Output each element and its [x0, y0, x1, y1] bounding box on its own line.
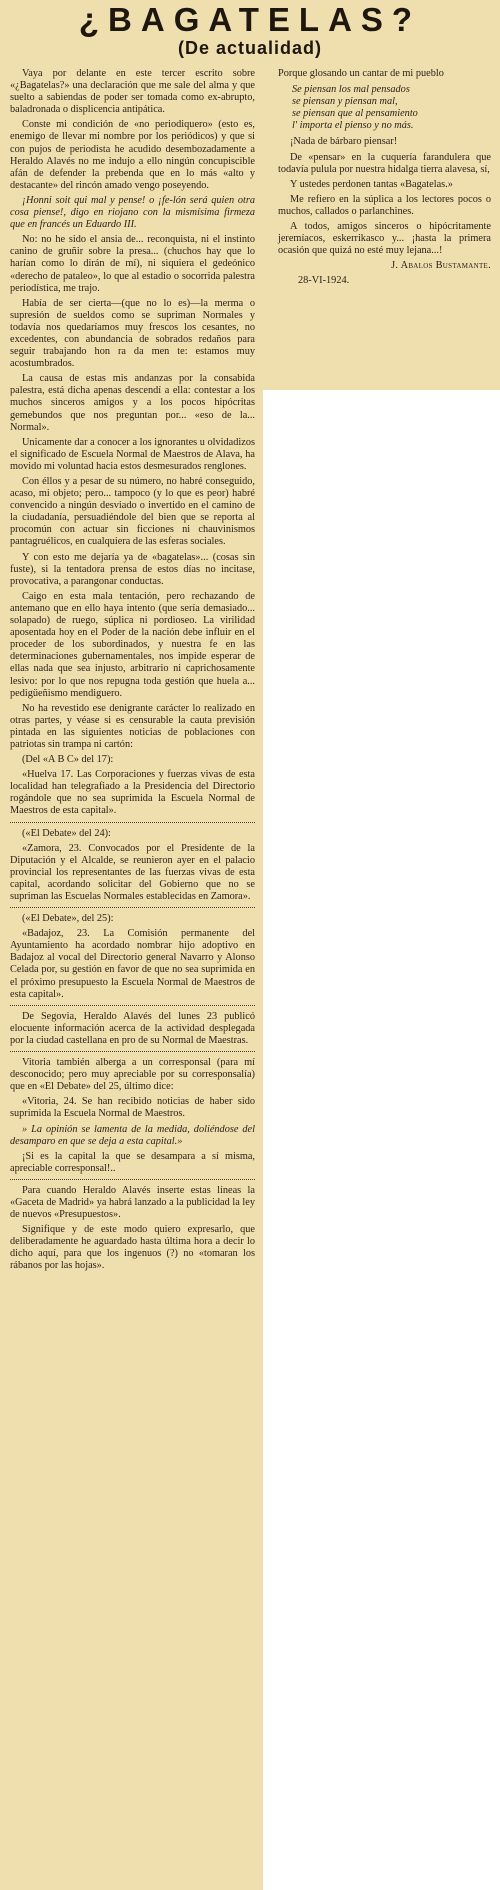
dotted-separator	[10, 1179, 255, 1180]
paragraph: Y con esto me dejaría ya de «bagatelas»... (cosas sin fuste), si la tentadora prensa de estos días no incitase, provocativa, a parangonar conductas.	[10, 551, 255, 587]
paragraph: Y ustedes perdonen tantas «Bagatelas.»	[290, 178, 453, 190]
dotted-separator	[10, 1051, 255, 1052]
paragraph: Signifique y de este modo quiero expresarlo, que deliberadamente he aguardado hasta última hora a decir lo dicho aquí, para que los ingenuos (?) no «tomaran los rábanos por las hojas».	[10, 1224, 255, 1272]
article-subtitle: (De actualidad)	[177, 38, 323, 58]
source-line: («El Debate» del 24):	[22, 827, 111, 839]
paragraph: Para cuando Heraldo Alavés inserte estas líneas la «Gaceta de Madrid» ya habrá lanzado a la publicidad la ley de nuevos «Presupuestos».	[10, 1184, 255, 1221]
dotted-separator	[10, 1005, 255, 1006]
article-date: 28-VI-1924.	[298, 275, 350, 287]
article-header	[0, 2, 500, 58]
paragraph: ¡Si es la capital la que se desampara a sí misma, apreciable corresponsal!..	[10, 1150, 255, 1174]
dotted-separator	[10, 907, 255, 908]
news-quote: «Huelva 17. Las Corporaciones y fuerzas vivas de esta localidad han telegrafiado a la Presidencia del Directorio rogándole que no sea suprimida la Escuela Normal de Maestros de esta capital».	[10, 769, 255, 817]
verse-line: Se piensan los mal pensados	[292, 84, 410, 96]
paragraph: Con éllos y a pesar de su número, no habré conseguido, acaso, mi objeto; pero... tampoco (y lo que es peor) habré convencido a ningún desviado o invertido en el camino de la ciudadanía, persuadiéndole del bien que se reporta al procomún con actuar sin ficciones ni chauvinismos pantagruélicos, en cualquiera de las esferas sociales.	[10, 476, 255, 548]
paragraph: Conste mi condición de «no periodiquero» (esto es, enemigo de llevar mi nombre por los periódicos) y que si con pujos de periodista he acudido desembozadamente a Heraldo Alavés no me indujo a ello ningún concupiscible afán de defender la prebenda que en lo más «alto y destacante» del rincón amado vengo poseyendo.	[10, 119, 255, 191]
news-quote: » La opinión se lamenta de la medida, doliéndose del desamparo en que se deja a esta capital.»	[10, 1123, 255, 1147]
source-line: («El Debate», del 25):	[22, 913, 114, 925]
paragraph: No: no he sido el ansia de... reconquista, ni el instinto canino de gruñir sobre la presa... (chuchos hay que lo harían como lo dirán de mí), ni siquiera el gedeónico «derecho de pataleo», lo que al estadio o socorrida palestra periodística, me trajo.	[10, 234, 255, 294]
paragraph: Vitoria también alberga a un corresponsal (para mí desconocido; pero muy apreciable por su corresponsalía) que en «El Debate» del 25, último dice:	[10, 1057, 255, 1093]
paragraph: De Segovia, Heraldo Alavés del lunes 23 publicó elocuente información acerca de la actividad desplegada por la ciudad castellana en pro de su Normal de Maestras.	[10, 1010, 255, 1046]
paragraph: Porque glosando un cantar de mi pueblo	[278, 68, 444, 79]
paragraph: No ha revestido ese denigrante carácter lo realizado en otras partes, y véase si es censurable la cauta previsión pintada en las siguientes noticias de poblaciones con patriotas sin trampa ni cartón:	[10, 702, 255, 750]
paragraph: Había de ser cierta—(que no lo es)—la merma o supresión de sueldos como se supriman Normales y todavía nos quedaríamos muy frescos los cesantes, no excedentes, con abundancia de sobrados redaños para seguir trabajando hon ra da men te: estamos muy acostumbrados.	[10, 297, 255, 370]
paragraph: Caigo en esta mala tentación, pero rechazando de antemano que en ello haya intento (que sería demasiado... solapado) de ruego, súplica ni pordioseo. La virilidad aposentada hoy en el Poder de la nación debe influir en el proceder de los subordinados, y nuestra fe en las determinaciones gubernamentales, nos impide esperar de ellas nada que sea injusto, arbitrario ni caprichosamente lesivo: por lo que nos repugna toda gestión que huela a... pedigüeñismo mendiguero.	[10, 590, 255, 699]
paragraph: A todos, amigos sinceros o hipócritamente jeremíacos, eskerrikasco y... ¡hasta la primera ocasión que quizá no esté muy lejana...!	[278, 221, 491, 257]
verse-line: l' importa el pienso y no más.	[292, 120, 414, 132]
verse-line: se piensan que al pensamiento	[292, 108, 418, 120]
news-quote: «Vitoria, 24. Se han recibido noticias de haber sido suprimida la Escuela Normal de Maestros.	[10, 1096, 255, 1120]
source-line: (Del «A B C» del 17):	[22, 754, 114, 766]
dotted-separator	[10, 822, 255, 823]
paragraph: De «pensar» en la cuquería farandulera que todavía pulula por nuestra hidalga tierra alavesa, sí,	[278, 151, 491, 175]
signature: J. Abalos Bustamante.	[391, 260, 491, 272]
paragraph: Vaya por delante en este tercer escrito sobre «¿Bagatelas?» una declaración que me sale del alma y que suelto a sabiendas de poder ser tomada como ex-abrupto, baladronada o displicencia antipática.	[10, 68, 255, 116]
news-quote: «Badajoz, 23. La Comisión permanente del Ayuntamiento ha acordado nombrar hijo adoptivo en Badajoz al vocal del Directorio general Navarro y Alonso Celada por, su gestión en favor de que no sea suprimida en el próximo presupuesto la Escuela Normal de Maestros de esta capital».	[10, 928, 255, 1000]
paragraph: ¡Honni soit qui mal y pense! o ¡fe-lón será quien otra cosa piense!, digo en riojano con la mismísima firmeza que en francés un Eduardo III.	[10, 194, 255, 231]
paragraph: Me refiero en la súplica a los lectores pocos o muchos, callados o parlanchines.	[278, 193, 491, 217]
verse-line: se piensan y piensan mal,	[292, 96, 398, 108]
paragraph: La causa de estas mis andanzas por la consabida palestra, está dicha apenas descendí a ella: contestar a los muchos sinceros amigos y a los pocos hipócritas gemebundos que nos preguntan por... «eso de la... Normal».	[10, 373, 255, 433]
article-title: ¿BAGATELAS?	[78, 1, 422, 38]
paragraph: Unicamente dar a conocer a los ignorantes u olvidadizos el significado de Escuela Normal de Maestros de Alava, ha movido mi voluntad hacia estos desmesurados renglones.	[10, 436, 255, 472]
verse-block	[278, 84, 491, 132]
left-column	[10, 68, 255, 1276]
news-quote: «Zamora, 23. Convocados por el Presidente de la Diputación y el Alcalde, se reunieron ayer en el palacio provincial los representantes de las fuerzas vivas de esta capital, acordando solicitar del Gobierno que no se supriman las Escuelas Normales establecidas en Zamora».	[10, 842, 255, 902]
paragraph: ¡Nada de bárbaro piensar!	[290, 136, 398, 148]
right-column	[278, 68, 491, 291]
